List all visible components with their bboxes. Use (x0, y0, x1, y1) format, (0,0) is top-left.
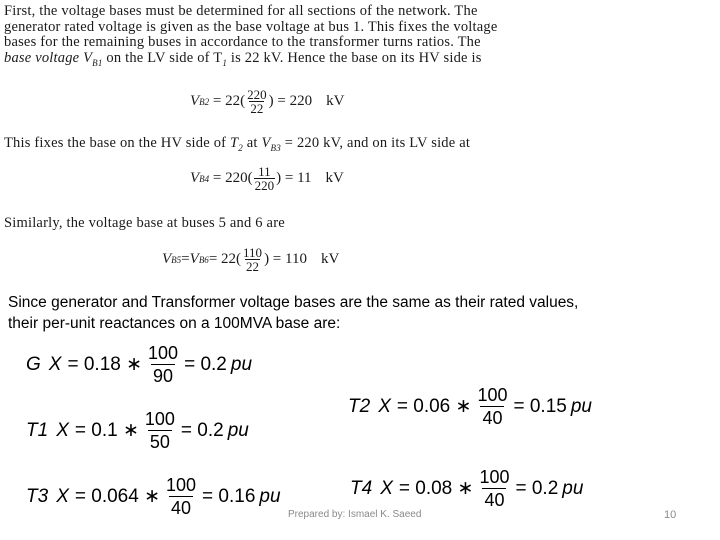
calc-t4 (350, 466, 583, 511)
calc-label: T2 (348, 395, 371, 417)
eq-lhs-sub: B6 (198, 254, 209, 265)
fraction-denominator: 90 (153, 366, 174, 386)
intro-paragraph (4, 4, 624, 71)
eq-lhs-sub: B4 (199, 173, 210, 184)
text-fragment: at (242, 135, 262, 151)
buses-5-6-text: Similarly, the voltage base at buses 5 and 6 are (4, 215, 285, 231)
subscript: 1 (222, 57, 228, 68)
subscript: B1 (92, 57, 103, 68)
calc-fraction (475, 384, 509, 429)
calc-result: = 0.2 (515, 477, 559, 499)
calc-value: = 0.1 ∗ (74, 420, 139, 441)
calc-var: X (380, 477, 393, 499)
fraction-numerator: 100 (166, 475, 197, 495)
calc-fraction (146, 342, 180, 387)
eq-lhs: V (189, 251, 199, 267)
equation-vb4 (190, 165, 344, 192)
text-fragment: on the LV side of T (106, 49, 223, 66)
eq-result: ) = 220 (268, 93, 313, 109)
eq-lhs-sub: B2 (199, 96, 210, 107)
text-fragment: = 220 kV, and on its LV side at (280, 135, 471, 151)
fraction (242, 246, 263, 273)
calc-var: X (48, 353, 62, 375)
calc-label: G (26, 353, 41, 375)
per-unit-caption (8, 292, 578, 334)
eq-coef: = 22( (212, 93, 246, 109)
eq-lhs: V (190, 93, 200, 109)
fraction-numerator: 100 (479, 467, 510, 487)
text-line: First, the voltage bases must be determined for all sections of the network. The (4, 3, 478, 19)
text-line: bases for the remaining buses in accordance to the transformer turns ratios. The (4, 34, 481, 50)
calc-var: X (56, 419, 69, 441)
fraction-denominator: 40 (171, 498, 192, 518)
fraction-denominator: 50 (149, 432, 170, 452)
hv-side-text (4, 136, 470, 156)
text-fragment: V (261, 135, 271, 151)
equation-vb2 (190, 88, 344, 115)
calc-fraction (477, 466, 511, 511)
text-fragment: T (230, 135, 239, 151)
calc-var: X (378, 395, 391, 417)
calc-t2 (348, 384, 592, 429)
calc-value: = 0.08 ∗ (398, 478, 474, 499)
fraction (254, 165, 276, 192)
calc-label: T1 (26, 419, 49, 441)
fraction-numerator: 100 (477, 385, 508, 405)
text-fragment: is 22 kV. Hence the base on its HV side is (230, 49, 482, 66)
subscript: B3 (270, 142, 281, 153)
calc-unit: pu (259, 485, 281, 507)
fraction-denominator: 40 (484, 490, 505, 510)
page-number: 10 (664, 509, 677, 521)
fraction (246, 88, 268, 115)
calc-fraction (143, 408, 177, 453)
calc-result: = 0.15 (513, 395, 567, 417)
calc-fraction (164, 474, 198, 519)
fraction-numerator: 100 (144, 409, 175, 429)
calc-label: T3 (26, 485, 49, 507)
equation-vb5-vb6 (162, 246, 339, 273)
eq-coef: = 220( (212, 170, 253, 186)
calc-var: X (56, 485, 69, 507)
calc-unit: pu (230, 353, 253, 375)
calc-value: = 0.064 ∗ (74, 486, 160, 507)
calc-result: = 0.16 (202, 485, 256, 507)
eq-unit: kV (325, 170, 344, 186)
eq-result: ) = 11 (276, 170, 312, 186)
fraction-denominator: 40 (482, 408, 503, 428)
caption-line: Since generator and Transformer voltage bases are the same as their rated values, (8, 294, 579, 311)
calc-result: = 0.2 (184, 353, 227, 375)
calc-value: = 0.06 ∗ (396, 396, 472, 417)
fraction-denominator: 22 (246, 259, 260, 274)
eq-result: ) = 110 (264, 251, 307, 267)
text-line (4, 51, 624, 71)
calc-value: = 0.18 ∗ (67, 354, 143, 375)
fraction-denominator: 22 (250, 101, 264, 116)
text-fragment: base voltage V (4, 49, 93, 66)
fraction-numerator: 100 (148, 343, 179, 363)
calc-unit: pu (562, 477, 584, 499)
eq-coef: = 22( (208, 251, 242, 267)
calc-t1 (26, 408, 249, 453)
fraction-numerator: 220 (247, 87, 267, 102)
caption-line: their per-unit reactances on a 100MVA base are: (8, 315, 341, 332)
eq-equals: = (181, 251, 190, 267)
text-fragment: This fixes the base on the HV side of (4, 135, 230, 151)
calc-generator (26, 342, 252, 387)
eq-lhs: V (162, 251, 172, 267)
fraction-numerator: 110 (243, 245, 263, 260)
subscript: 2 (238, 142, 243, 153)
calc-unit: pu (227, 419, 249, 441)
eq-unit: kV (320, 251, 340, 267)
calc-label: T4 (350, 477, 373, 499)
fraction-numerator: 11 (258, 164, 271, 179)
eq-lhs: V (190, 170, 200, 186)
text-line: generator rated voltage is given as the base voltage at bus 1. This fixes the voltage (4, 18, 498, 35)
fraction-denominator: 220 (254, 178, 275, 193)
calc-t3 (26, 474, 281, 519)
footer-author: Prepared by: Ismael K. Saeed (288, 509, 422, 520)
calc-unit: pu (570, 395, 592, 417)
eq-unit: kV (326, 93, 345, 109)
calc-result: = 0.2 (180, 419, 224, 441)
eq-lhs-sub: B5 (171, 254, 182, 265)
